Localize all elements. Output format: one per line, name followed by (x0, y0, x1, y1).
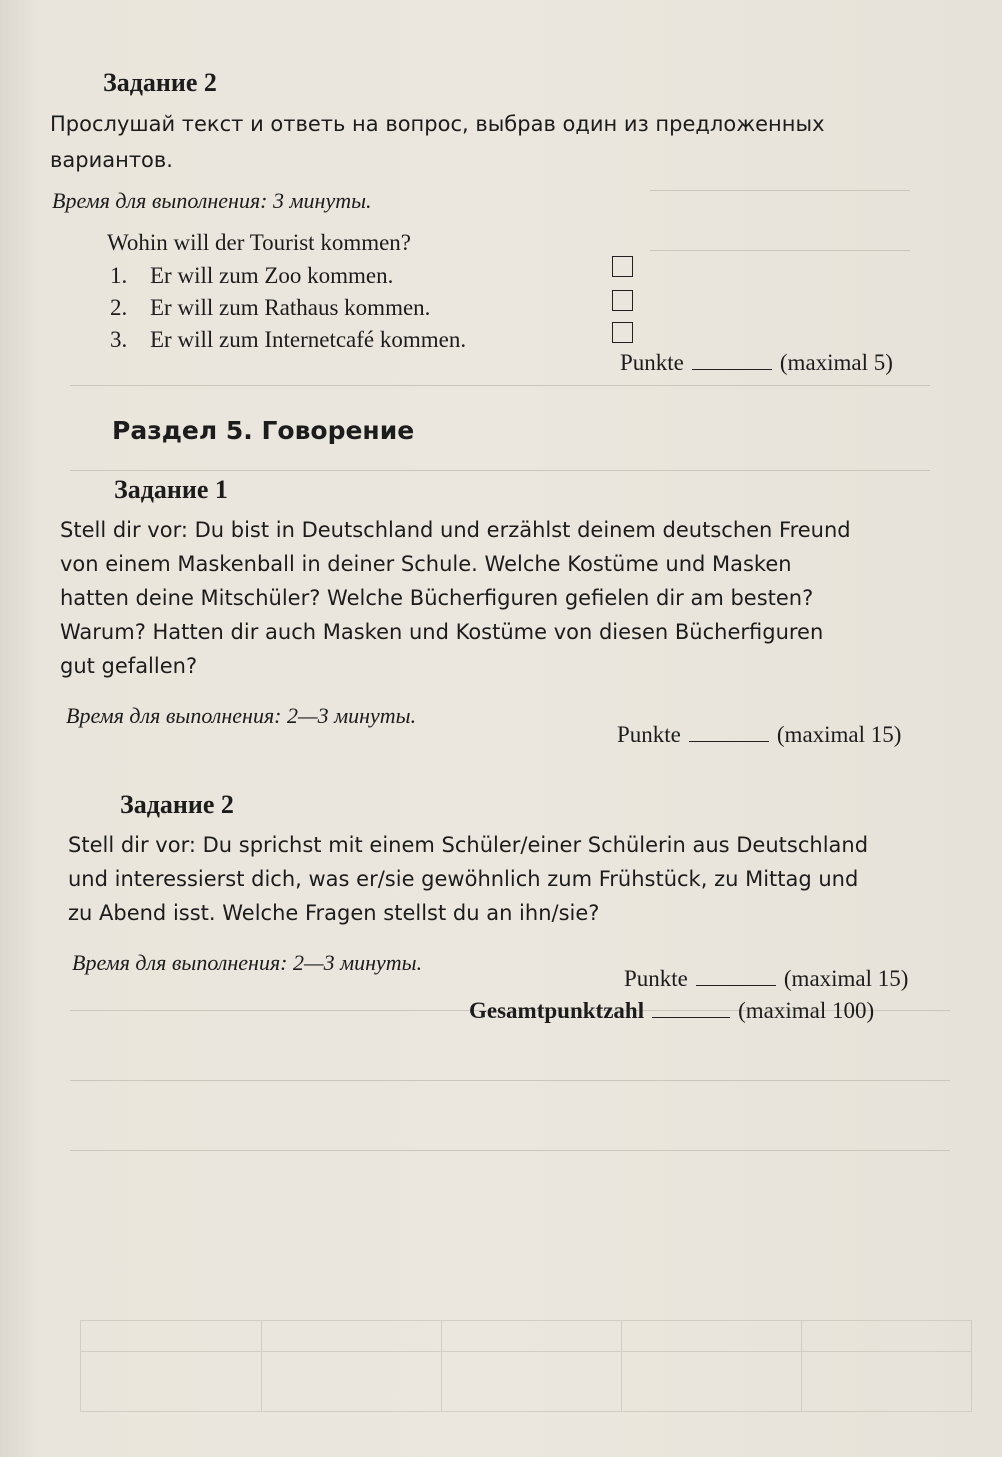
task2-listening-instruction-line2: вариантов. (50, 148, 173, 172)
text-line: Stell dir vor: Du bist in Deutschland und erzählst deinem deutschen Freund (60, 518, 851, 542)
option-number-2: 2. (110, 295, 128, 320)
option-text-3: Er will zum Internetcafé kommen. (150, 327, 467, 352)
task2-listening-heading: Задание 2 (103, 68, 217, 97)
points-blank[interactable] (696, 967, 776, 986)
option-text-2: Er will zum Rathaus kommen. (150, 295, 431, 320)
task1-speaking-time: Время для выполнения: 2—3 минуты. (66, 703, 417, 728)
points-blank[interactable] (689, 723, 769, 742)
text-line: und interessierst dich, was er/sie gewöhnlich zum Frühstück, zu Mittag und (68, 867, 859, 891)
points-label: Punkte (624, 966, 688, 991)
total-points (469, 998, 874, 1024)
points-max: (maximal 15) (776, 722, 902, 747)
section5-title: Раздел 5. Говорение (112, 416, 415, 445)
option-number-3: 3. (110, 327, 128, 352)
option-number-1: 1. (110, 263, 128, 288)
bleed-through-table (80, 1320, 972, 1412)
text-line: gut gefallen? (60, 654, 198, 678)
total-blank[interactable] (652, 999, 730, 1018)
text-line: Warum? Hatten dir auch Masken und Kostüme von diesen Bücherfiguren (60, 620, 824, 644)
listening-question: Wohin will der Tourist kommen? (107, 230, 412, 255)
option-text-1: Er will zum Zoo kommen. (150, 263, 394, 288)
points-label: Punkte (617, 722, 681, 747)
bleed-through-line (70, 385, 930, 386)
bleed-through-line (650, 250, 910, 251)
bleed-through-line (70, 1080, 950, 1081)
task2-speaking-time: Время для выполнения: 2—3 минуты. (72, 950, 423, 975)
task2-listening-instruction-line1: Прослушай текст и ответь на вопрос, выбрав один из предложенных (50, 112, 825, 136)
task2-speaking-heading: Задание 2 (120, 790, 234, 819)
task2-speaking-points (624, 966, 908, 992)
points-label: Punkte (620, 350, 684, 375)
points-max: (maximal 5) (779, 350, 893, 375)
task2-speaking-text (68, 828, 968, 930)
option-1-checkbox[interactable] (612, 256, 633, 277)
text-line: zu Abend isst. Welche Fragen stellst du an ihn/sie? (68, 901, 600, 925)
task2-listening-time: Время для выполнения: 3 минуты. (52, 188, 372, 213)
points-blank[interactable] (692, 351, 772, 370)
option-2-checkbox[interactable] (612, 290, 633, 311)
bleed-through-line (650, 190, 910, 191)
total-label: Gesamtpunktzahl (469, 998, 645, 1023)
total-max: (maximal 100) (738, 998, 875, 1023)
text-line: hatten deine Mitschüler? Welche Bücherfiguren gefielen dir am besten? (60, 586, 814, 610)
bleed-through-line (70, 470, 930, 471)
text-line: Stell dir vor: Du sprichst mit einem Schüler/einer Schülerin aus Deutschland (68, 833, 869, 857)
task2-listening-points (620, 350, 893, 376)
text-line: von einem Maskenball in deiner Schule. Welche Kostüme und Masken (60, 552, 792, 576)
task1-speaking-text (60, 513, 960, 683)
task1-speaking-points (617, 722, 901, 748)
points-max: (maximal 15) (783, 966, 909, 991)
task1-speaking-heading: Задание 1 (114, 475, 228, 504)
bleed-through-line (70, 1150, 950, 1151)
option-3-checkbox[interactable] (612, 322, 633, 343)
